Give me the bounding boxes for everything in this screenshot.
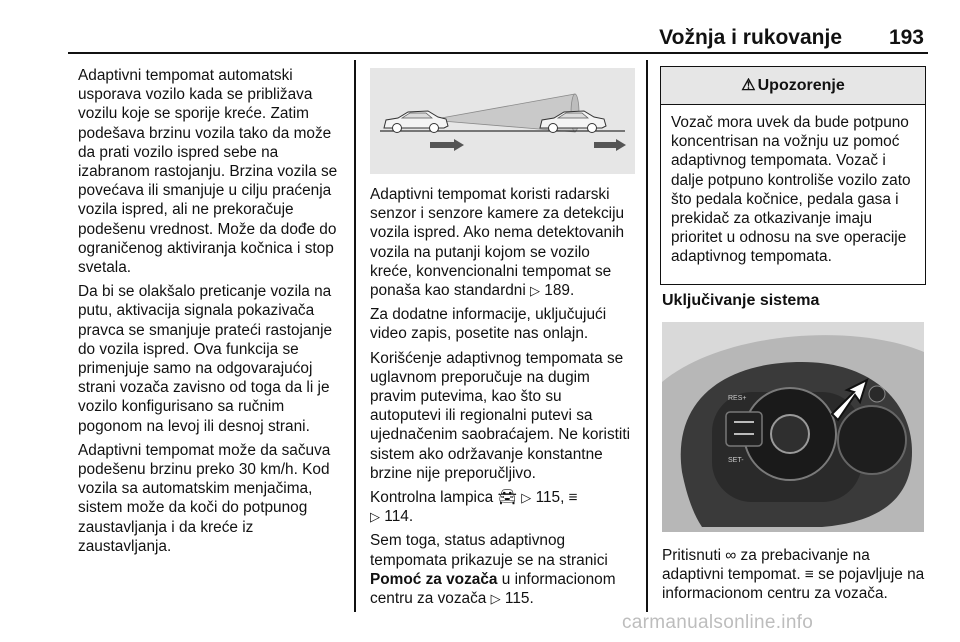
page-ref-icon: ▷ [370, 509, 380, 525]
warning-box [660, 66, 926, 285]
paragraph: Adaptivni tempomat može da sačuva podešenu brzinu preko 30 km/h. Kod vozila sa automatskim menjačima, sistem može da koči do potpunog zaustavljanja i da kreće iz zaustavljanja. [78, 441, 331, 555]
steering-wheel-controls-photo [662, 322, 924, 532]
car-indicator-icon: 🚘︎ [497, 489, 518, 507]
column-2 [370, 185, 636, 613]
page-ref-icon: ▷ [521, 490, 532, 506]
paragraph: Da bi se olakšalo preticanje vozila na putu, aktivacija signala pokazivača pravca se smanjuje prateći rastojanje do vozila ispred. Ova funkcija se primenjuje samo na odgovarajućoj strani vozača zavisno od toga da li je vozilo konfigurisano sa ručnim pogonom na levoj ili desnoj strani. [78, 283, 333, 435]
page-number: 193 [888, 26, 924, 49]
paragraph: Za dodatne informacije, uključujući video zapis, posetite nas onlajn. [370, 306, 607, 343]
section-title: Uključivanje sistema [662, 292, 820, 309]
page-ref-icon: ▷ [530, 283, 541, 299]
column-divider-right [646, 60, 648, 612]
acc-indicator-icon: ≡ [568, 489, 578, 507]
watermark: carmanualsonline.info [622, 612, 814, 633]
paragraph: Adaptivni tempomat koristi radarski senzor i senzore kamere za detekciju vozila ispred. Ako nema detektovanih vozila na putanji kojom se vozilo kreće, konvencionalni tempomat se ponaša kao standardni ▷ 189. [370, 186, 625, 300]
paragraph: Adaptivni tempomat automatski usporava vozilo kada se približava vozilu koje se sporije kreće. Zatim podešava brzinu vozila tako da može da prati vozilo ispred sebe na izabranom rastojanju. Brzina vozila se povećava ili smanjuje u cilju praćenja vozila ispred, ali ne prekoračuje podešenu vrednost. Može da dođe do ograničenog aktiviranja kočnica i stop svetala. [78, 67, 338, 277]
warning-header: ⚠ Upozorenje [661, 67, 925, 105]
column-divider-left [354, 60, 356, 612]
paragraph: Kontrolna lampica 🚘︎ ▷ 115, ≡ ▷ 114. [370, 489, 578, 526]
warning-triangle-icon: ⚠ [741, 77, 756, 94]
column-1 [78, 66, 350, 561]
radar-illustration [370, 68, 635, 174]
page-header [68, 18, 928, 54]
paragraph: Pritisnuti ∞ za prebacivanje na adaptivni tempomat. ≡ se pojavljuje na informacionom centru za vozača. [662, 547, 925, 603]
paragraph: Korišćenje adaptivnog tempomata se uglavnom preporučuje na dugim pravim putevima, kao što su autoputevi ili regionalni putevi sa ujednačenim saobraćajem. Ne koristiti sistem ako održavanje konstantne brzine nije preporučljivo. [370, 349, 631, 482]
column-3-text [662, 546, 930, 609]
page-ref-icon: ▷ [490, 591, 501, 607]
acc-indicator-icon: ≡ [804, 566, 814, 584]
svg-text:SET-: SET- [728, 457, 744, 464]
paragraph: Sem toga, status adaptivnog tempomata prikazuje se na stranici Pomoć za vozača u informacionom centru za vozača ▷ 115. [370, 532, 616, 608]
warning-text: Vozač mora uvek da bude potpuno koncentrisan na vožnju uz pomoć adaptivnog tempomata. Vozač i dalje potpuno kontroliše vozilo zato što pedala kočnice, pedala gasa i prekidač za otkazivanje imaju prioritet u odnosu na sve operacije adaptivnog tempomata. [671, 114, 911, 266]
svg-text:RES+: RES+ [728, 395, 747, 402]
chapter-title: Vožnja i rukovanje [659, 26, 842, 49]
acc-button-icon: ∞ [725, 547, 737, 564]
